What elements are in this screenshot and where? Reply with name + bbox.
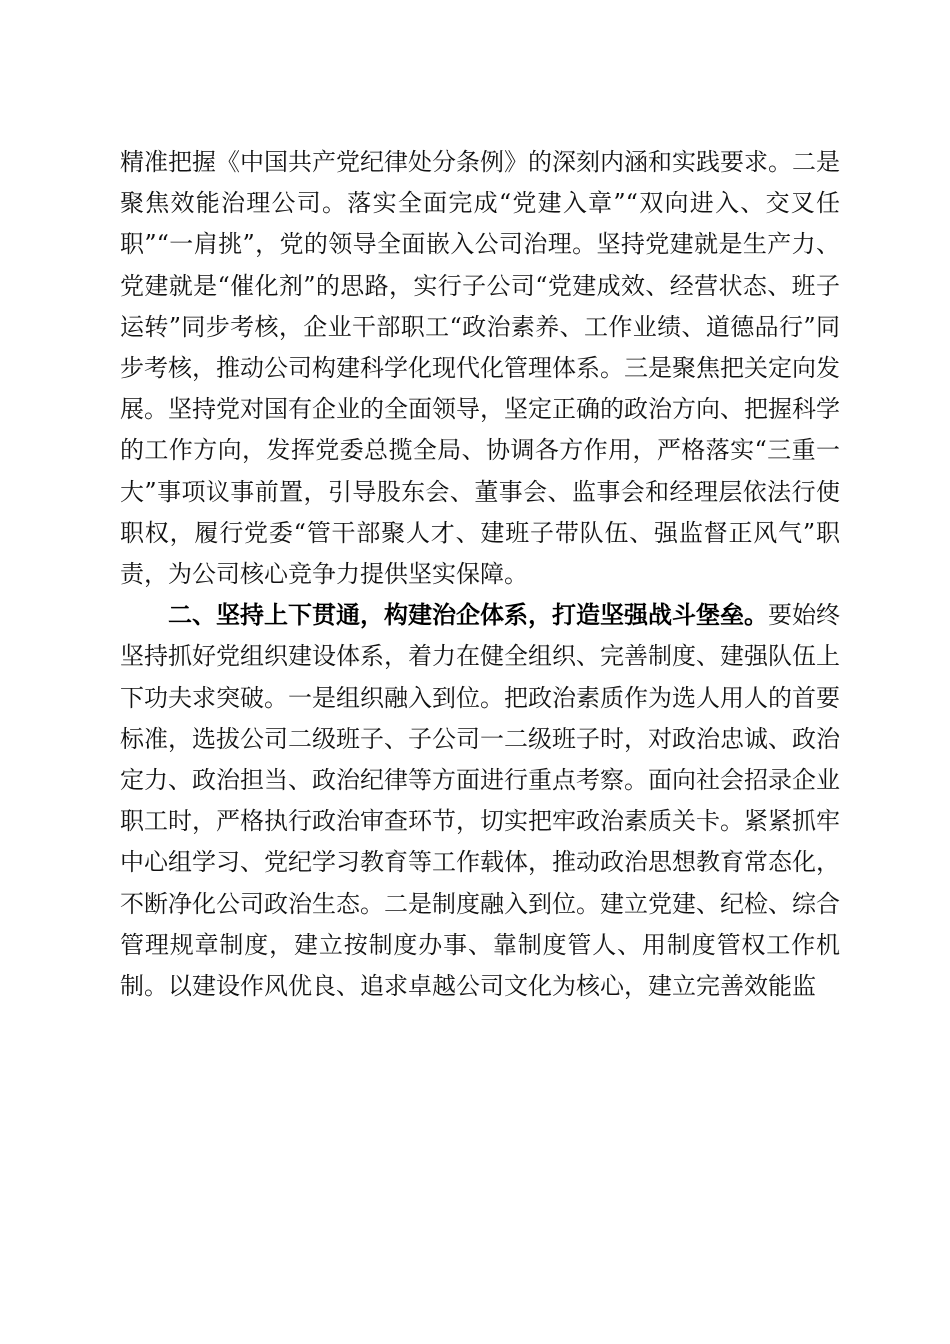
section-body: 要始终坚持抓好党组织建设体系，着力在健全组织、完善制度、建强队伍上下功夫求突破。一是组织融入到位。把政治素质作为选人用人的首要标准，选拔公司二级班子、子公司一二级班子时，对政治忠诚、政治定力、政治担当、政治纪律等方面进行重点考察。面向社会招录企业职工时，严格执行政治审查环节，切实把牢政治素质关卡。紧紧抓牢中心组学习、党纪学习教育等工作载体，推动政治思想教育常态化，不断净化公司政治生态。二是制度融入到位。建立党建、纪检、综合管理规章制度，建立按制度办事、靠制度管人、用制度管权工作机制。以建设作风优良、追求卓越公司文化为核心，建立完善效能监 [120,601,840,1001]
paragraph-2 [120,595,840,1007]
document-body [120,142,840,1007]
section-heading: 二、坚持上下贯通，构建治企体系，打造坚强战斗堡垒。 [168,601,768,630]
paragraph-1: 精准把握《中国共产党纪律处分条例》的深刻内涵和实践要求。二是聚焦效能治理公司。落实全面完成“党建入章”“双向进入、交叉任职”“一肩挑”，党的领导全面嵌入公司治理。坚持党建就是生产力、党建就是“催化剂”的思路，实行子公司“党建成效、经营状态、班子运转”同步考核，企业干部职工“政治素养、工作业绩、道德品行”同步考核，推动公司构建科学化现代化管理体系。三是聚焦把关定向发展。坚持党对国有企业的全面领导，坚定正确的政治方向、把握科学的工作方向，发挥党委总揽全局、协调各方作用，严格落实“三重一大”事项议事前置，引导股东会、董事会、监事会和经理层依法行使职权，履行党委“管干部聚人才、建班子带队伍、强监督正风气”职责，为公司核心竞争力提供坚实保障。 [120,148,840,589]
